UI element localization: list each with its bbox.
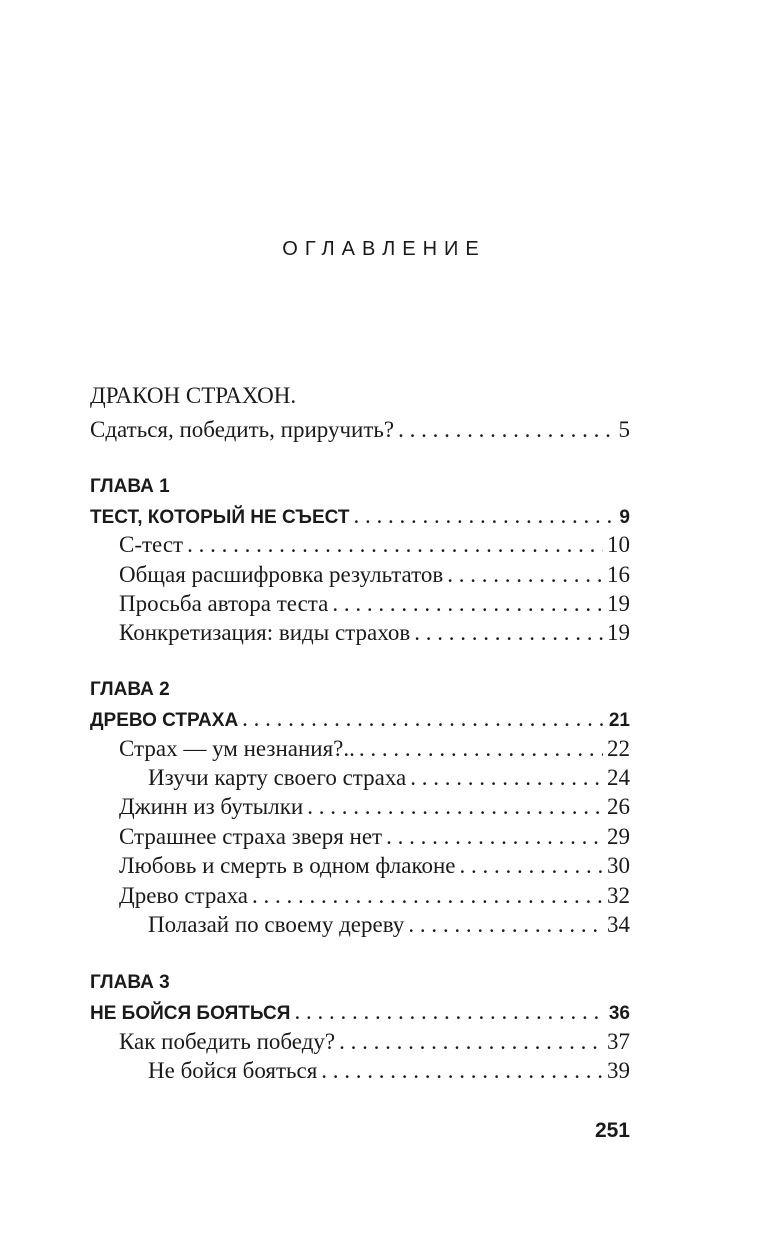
toc-heading: ОГЛАВЛЕНИЕ — [282, 238, 486, 260]
entry-page: 21 — [608, 710, 630, 731]
entry-page: 32 — [607, 883, 630, 908]
toc-entry[interactable] — [119, 734, 630, 764]
entry-title: Просьба автора теста — [119, 591, 329, 616]
toc-entry[interactable] — [148, 763, 630, 793]
toc-entry[interactable] — [119, 530, 630, 560]
toc-entry-intro[interactable] — [90, 415, 630, 445]
toc-entry[interactable] — [148, 1056, 630, 1086]
toc-entry[interactable] — [119, 1027, 630, 1057]
toc-entry[interactable] — [119, 881, 630, 911]
toc-entry-chapter-title[interactable] — [90, 997, 630, 1027]
toc-entry[interactable] — [119, 851, 630, 881]
entry-title: Как победить победу? — [119, 1029, 336, 1054]
entry-title: Джинн из бутылки — [119, 794, 304, 819]
entry-page: 34 — [607, 912, 630, 937]
entry-title: Страшнее страха зверя нет — [119, 824, 383, 849]
dot-leader — [294, 997, 604, 1027]
dot-leader — [408, 910, 603, 940]
dot-leader — [459, 851, 603, 881]
dot-leader — [398, 415, 614, 445]
entry-page: 30 — [607, 853, 630, 878]
entry-title: Не бойся бояться — [148, 1058, 318, 1083]
entry-title: Общая расшифровка результатов — [119, 562, 444, 587]
entry-page: 19 — [607, 620, 630, 645]
dot-leader — [187, 530, 603, 560]
dot-leader — [321, 1056, 603, 1086]
dot-leader — [410, 763, 603, 793]
entry-page: 19 — [607, 591, 630, 616]
dot-leader — [339, 1027, 603, 1057]
toc-entry[interactable] — [148, 910, 630, 940]
toc-entry[interactable] — [119, 560, 630, 590]
entry-title: Конкретизация: виды страхов — [119, 620, 411, 645]
entry-title: Страх — ум незнания?.. — [119, 736, 355, 761]
toc-entry[interactable] — [119, 822, 630, 852]
entry-title: Любовь и смерть в одном флаконе — [119, 853, 456, 878]
dot-leader — [252, 881, 603, 911]
page-number: 251 — [594, 1119, 630, 1142]
entry-title: НЕ БОЙСЯ БОЯТЬСЯ — [90, 1003, 291, 1024]
toc-entry[interactable] — [119, 589, 630, 619]
intro-title: ДРАКОН СТРАХОН. — [90, 383, 297, 408]
entry-page: 5 — [618, 417, 630, 442]
entry-page: 37 — [607, 1029, 630, 1054]
entry-title: ТЕСТ, КОТОРЫЙ НЕ СЪЕСТ — [90, 507, 350, 528]
entry-page: 26 — [607, 794, 630, 819]
dot-leader — [359, 734, 603, 764]
dot-leader — [307, 792, 603, 822]
dot-leader — [242, 704, 605, 734]
entry-page: 10 — [607, 532, 630, 557]
entry-title: Полазай по своему дереву — [148, 912, 405, 937]
entry-page: 24 — [607, 765, 630, 790]
entry-title: ДРЕВО СТРАХА — [90, 710, 239, 731]
entry-page: 29 — [607, 824, 630, 849]
dot-leader — [353, 501, 615, 531]
toc-entry[interactable] — [119, 618, 630, 648]
entry-title: Древо страха — [119, 883, 249, 908]
dot-leader — [447, 560, 603, 590]
toc-entry-chapter-title[interactable] — [90, 501, 630, 531]
dot-leader — [414, 618, 603, 648]
entry-title: Сдаться, победить, приручить? — [90, 417, 395, 442]
toc-entry[interactable] — [119, 792, 630, 822]
entry-page: 39 — [607, 1058, 630, 1083]
entry-title: Изучи карту своего страха — [148, 765, 407, 790]
toc-entry-chapter-title[interactable] — [90, 704, 630, 734]
chapter-label: ГЛАВА 2 — [90, 679, 170, 700]
dot-leader — [386, 822, 603, 852]
entry-page: 9 — [619, 507, 630, 528]
entry-page: 16 — [607, 562, 630, 587]
entry-page: 22 — [607, 736, 630, 761]
entry-page: 36 — [608, 1003, 630, 1024]
chapter-label: ГЛАВА 3 — [90, 972, 170, 993]
dot-leader — [332, 589, 603, 619]
entry-title: С-тест — [119, 532, 184, 557]
chapter-label: ГЛАВА 1 — [90, 476, 170, 497]
